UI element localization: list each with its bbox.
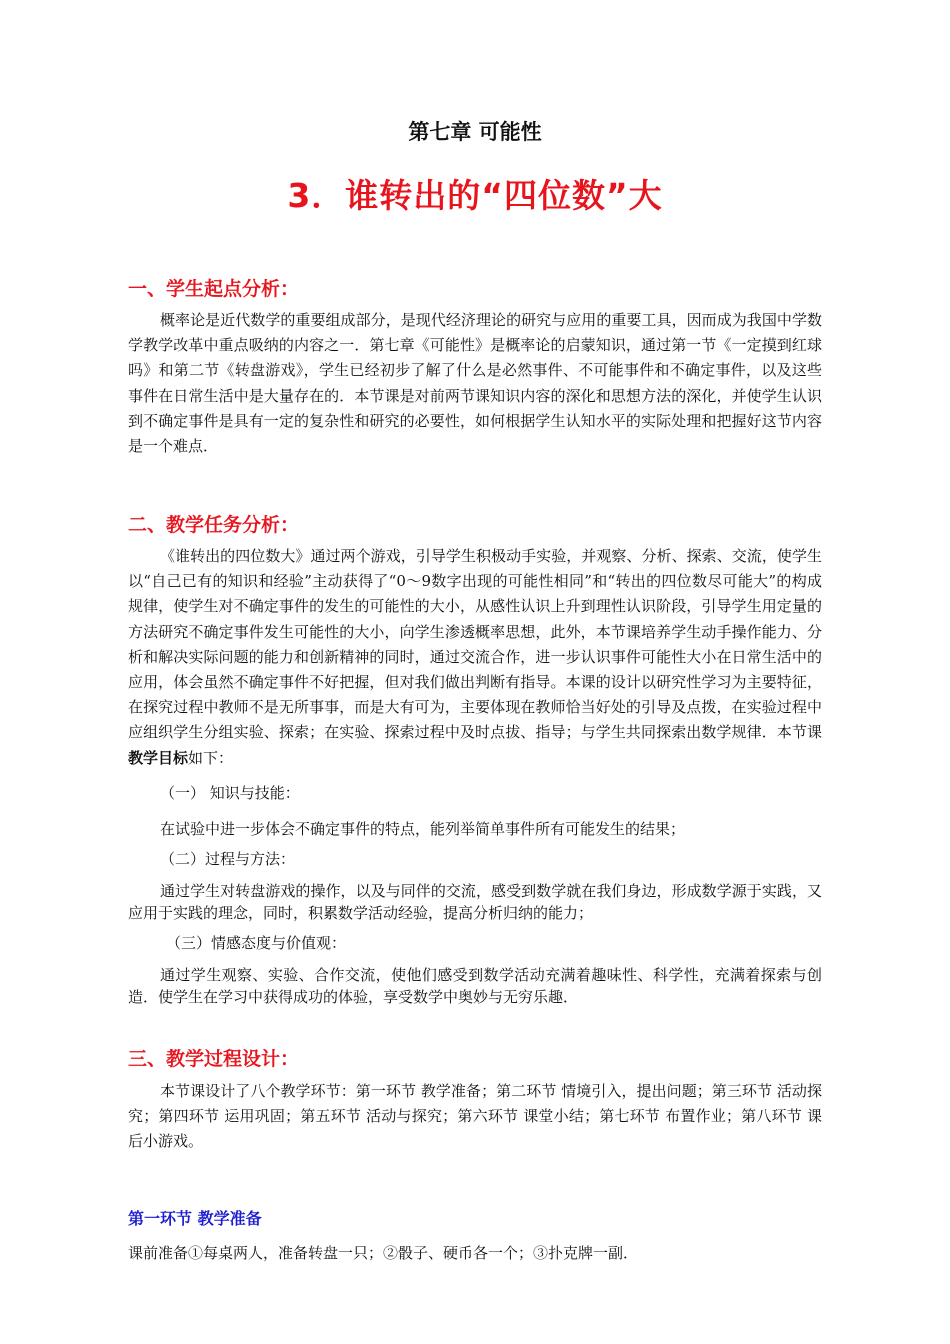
step1-text: 课前准备①每桌两人，准备转盘一只；②骰子、硬币各一个；③扑克牌一副． [128, 1244, 639, 1262]
goal2-label: （二）过程与方法： [160, 850, 296, 868]
goal3-label: （三）情感态度与价值观： [166, 934, 347, 952]
teaching-goal-label: 教学目标 [128, 748, 189, 767]
section3-heading: 三、教学过程设计： [128, 1048, 300, 1070]
section1-heading: 一、学生起点分析： [128, 278, 300, 300]
goal1-label: （一） 知识与技能： [160, 784, 300, 802]
lesson-title: 3．谁转出的“四位数”大 [287, 176, 663, 215]
section3-paragraph: 本节课设计了八个教学环节：第一环节 教学准备；第二环节 情境引入，提出问题；第三环节 活动探究；第四环节 运用巩固；第五环节 活动与探究；第六环节 课堂小结；第七环节 布置作业；第八环节 课后小游戏。 [128, 1082, 822, 1151]
chapter-title: 第七章 可能性 [408, 120, 542, 144]
goal1-text: 在试验中进一步体会不确定事件的特点，能列举简单事件所有可能发生的结果； [160, 820, 686, 838]
goal3-text: 通过学生观察、实验、合作交流，使他们感受到数学活动充满着趣味性、科学性，充满着探索与创造．使学生在学习中获得成功的体验，享受数学中奥妙与无穷乐趣． [128, 966, 822, 1006]
section2-paragraph [128, 544, 822, 771]
section1-paragraph: 概率论是近代数学的重要组成部分，是现代经济理论的研究与应用的重要工具，因而成为我国中学数学教学改革中重点吸纳的内容之一．第七章《可能性》是概率论的启蒙知识，通过第一节《一定摸到红球吗》和第二节《转盘游戏》，学生已经初步了解了什么是必然事件、不可能事件和不确定事件，以及这些事件在日常生活中是大量存在的．本节课是对前两节课知识内容的深化和思想方法的深化，并使学生认识到不确定事件是具有一定的复杂性和研究的必要性，如何根据学生认知水平的实际处理和把握好这节内容是一个难点． [128, 311, 822, 456]
step1-heading: 第一环节 教学准备 [128, 1209, 262, 1228]
section2-text-end: 如下： [188, 748, 234, 767]
section2-heading: 二、教学任务分析： [128, 514, 300, 536]
goal2-text: 通过学生对转盘游戏的操作，以及与同伴的交流，感受到数学就在我们身边，形成数学源于实践，又应用于实践的理念，同时，积累数学活动经验，提高分析归纳的能力； [128, 882, 822, 922]
section2-text: 《谁转出的四位数大》通过两个游戏，引导学生积极动手实验，并观察、分析、探索、交流，使学生以“自己已有的知识和经验”主动获得了“0～9数字出现的可能性相同”和“转出的四位数尽可能大”的构成规律，使学生对不确定事件的发生的可能性的大小，从感性认识上升到理性认识阶段，引导学生用定量的方法研究不确定事件发生可能性的大小，向学生渗透概率思想，此外，本节课培养学生动手操作能力、分析和解决实际问题的能力和创新精神的同时，通过交流合作，进一步认识事件可能性大小在日常生活中的应用，体会虽然不确定事件不好把握，但对我们做出判断有指导。本课的设计以研究性学习为主要特征，在探究过程中教师不是无所事事，而是大有可为，主要体现在教师恰当好处的引导及点拨，在实验过程中应组织学生分组实验、探索；在实验、探索过程中及时点拔、指导；与学生共同探索出数学规律．本节课 [128, 547, 822, 742]
